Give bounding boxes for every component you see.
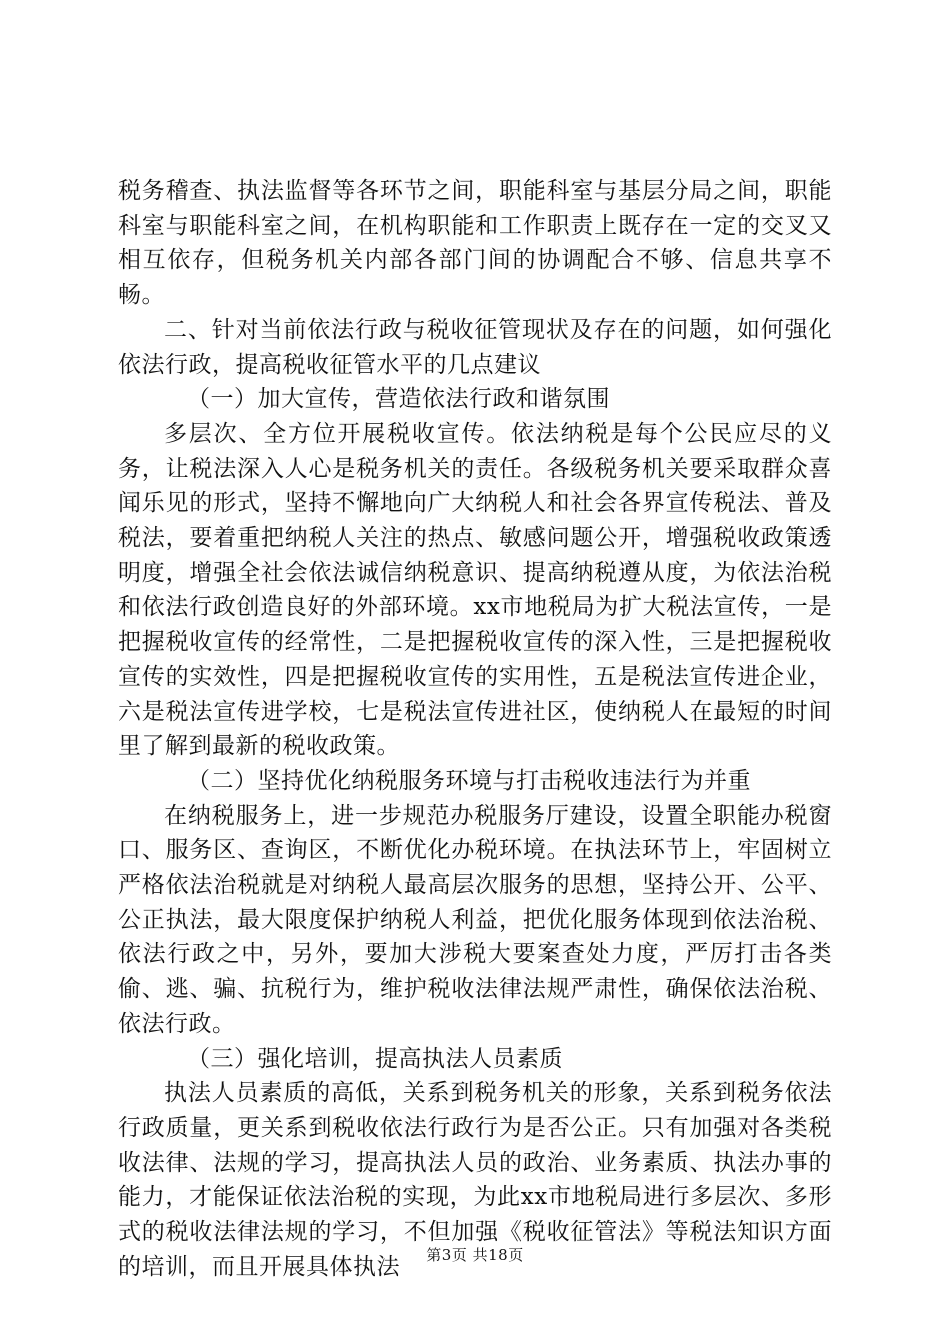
paragraph-service: 在纳税服务上，进一步规范办税服务厅建设，设置全职能办税窗口、服务区、查询区，不断优化办税环境。在执法环节上，牢固树立严格依法治税就是对纳税人最高层次服务的思想，坚持公开、公平、公正执法，最大限度保护纳税人利益，把优化服务体现到依法治税、依法行政之中，另外，要加大涉税大要案查处力度，严厉打击各类偷、逃、骗、抗税行为，维护税收法律法规严肃性，确保依法治税、依法行政。: [118, 802, 832, 1037]
page-footer: [0, 1245, 950, 1265]
section-heading-two: 二、针对当前依法行政与税收征管现状及存在的问题，如何强化依法行政，提高税收征管水平的几点建议: [118, 316, 832, 378]
paragraph-publicity: 多层次、全方位开展税收宣传。依法纳税是每个公民应尽的义务，让税法深入人心是税务机关的责任。各级税务机关要采取群众喜闻乐见的形式，坚持不懈地向广大纳税人和社会各界宣传税法、普及税法，要着重把纳税人关注的热点、敏感问题公开，增强税收政策透明度，增强全社会依法诚信纳税意识、提高纳税遵从度，为依法治税和依法行政创造良好的外部环境。xx市地税局为扩大税法宣传，一是把握税收宣传的经常性，二是把握税收宣传的深入性，三是把握税收宣传的实效性，四是把握税收宣传的实用性，五是税法宣传进企业，六是税法宣传进学校，七是税法宣传进社区，使纳税人在最短的时间里了解到最新的税收政策。: [118, 420, 832, 760]
subheading-service: （二）坚持优化纳税服务环境与打击税收违法行为并重: [187, 767, 751, 794]
subheading-publicity: （一）加大宣传，营造依法行政和谐氛围: [187, 386, 610, 413]
paragraph-training: 执法人员素质的高低，关系到税务机关的形象，关系到税务依法行政质量，更关系到税收依法行政行为是否公正。只有加强对各类税收法律、法规的学习，提高执法人员的政治、业务素质、执法办事的能力，才能保证依法治税的实现，为此xx市地税局进行多层次、多形式的税收法律法规的学习，不但加强《税收征管法》等税法知识方面的培训，而且开展具体执法: [118, 1080, 832, 1280]
paragraph-continued: 税务稽查、执法监督等各环节之间，职能科室与基层分局之间，职能科室与职能科室之间，在机构职能和工作职责上既存在一定的交叉又相互依存，但税务机关内部各部门间的协调配合不够、信息共享不畅。: [118, 178, 832, 309]
page-number: 第3页 共18页: [426, 1246, 524, 1264]
subheading-training: （三）强化培训，提高执法人员素质: [187, 1045, 563, 1072]
document-body: [118, 174, 832, 1285]
